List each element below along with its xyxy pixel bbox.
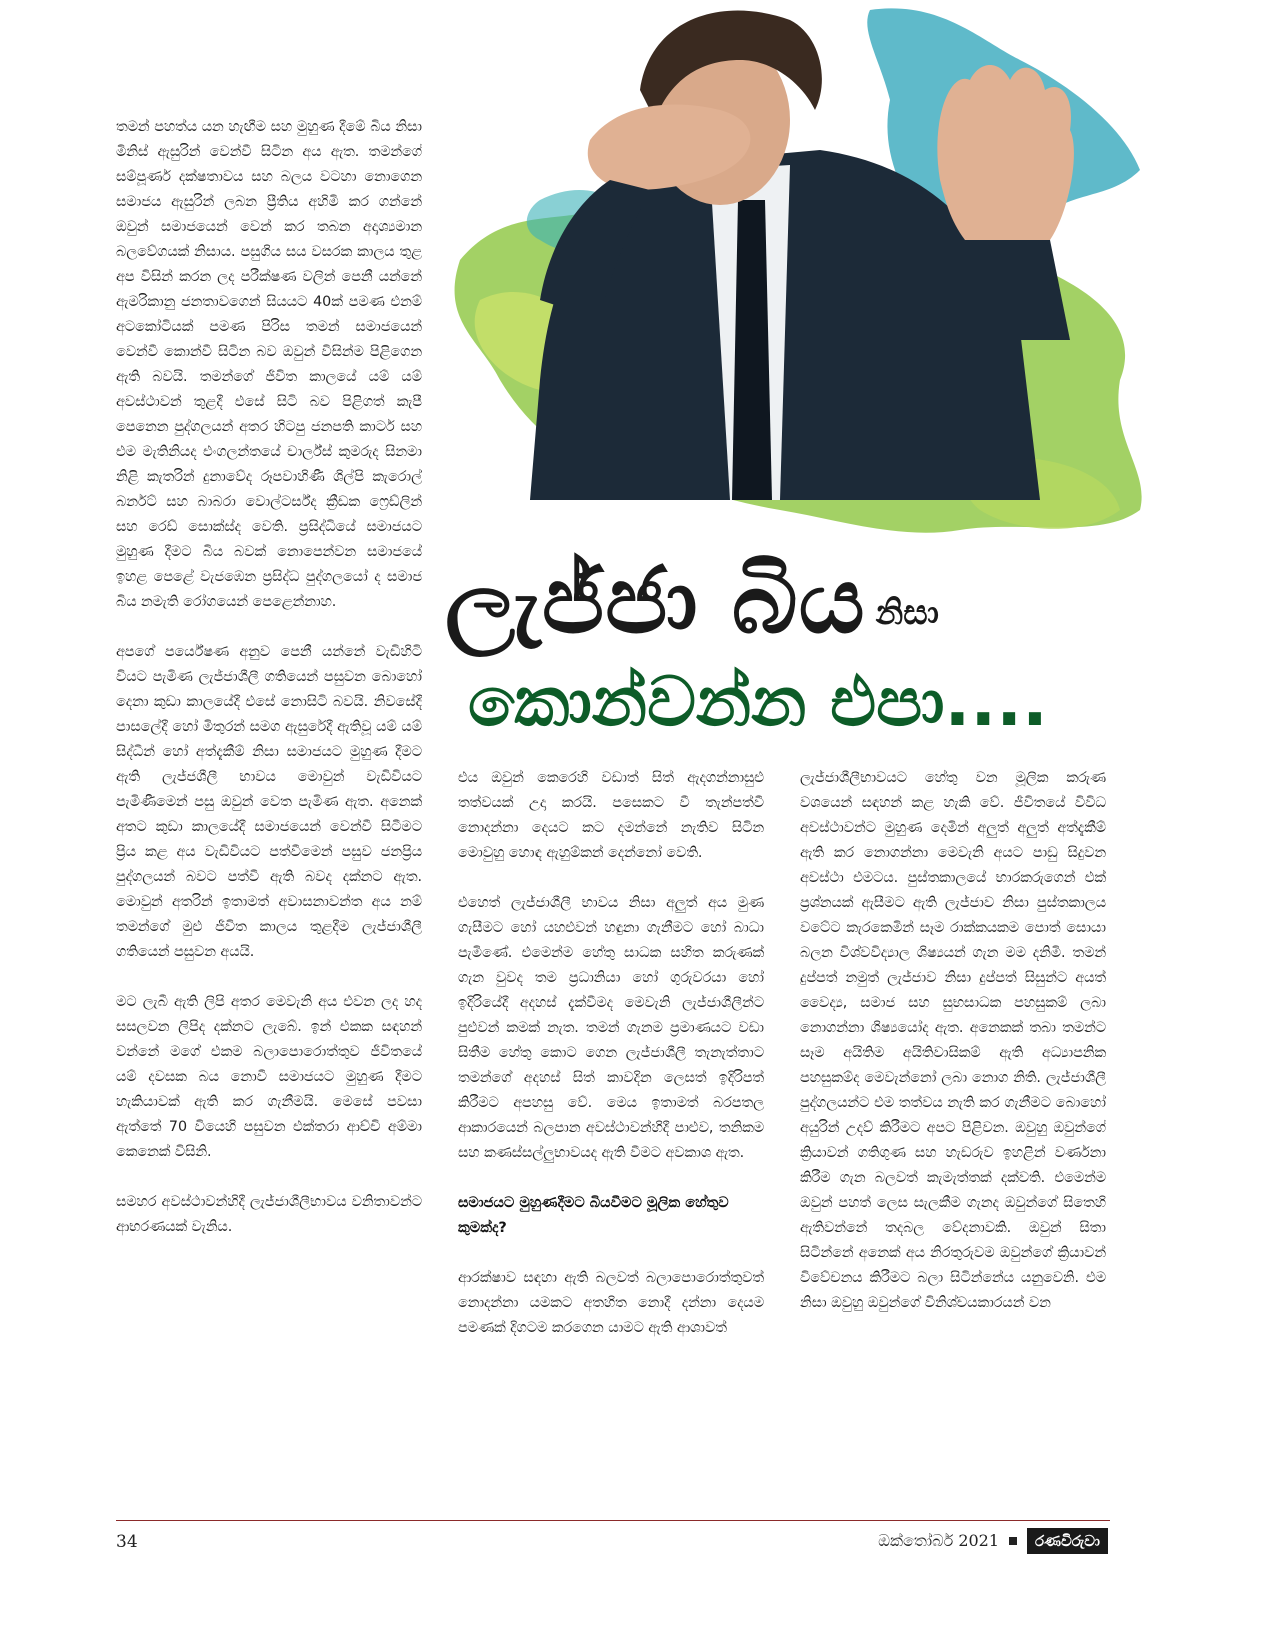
headline-line-1 xyxy=(445,545,1085,660)
issue-date: ඔක්තෝබර් 2021 xyxy=(878,1531,1000,1550)
article-column-3 xyxy=(800,766,1106,1493)
article-column-2 xyxy=(458,766,764,1493)
headline-small-text: නිසා xyxy=(875,593,939,633)
hero-photo xyxy=(420,0,1275,580)
square-bullet-icon xyxy=(1009,1537,1017,1545)
paragraph: එය ඔවුන් කෙරෙහි වඩාත් සිත් ඇදගන්නාසුළු තත්වයක් උදා කරයි. පසෙකට වී තැන්පත්වී නොදන්නා දෙයට කට දමන්නේ නැතිව සිටින මොවුහු හොඳ ඇහුම්කන් දෙන්නෝ වෙති. xyxy=(458,770,764,861)
paragraph: ආරක්ෂාව සඳහා ඇති බලවත් බලාපොරොත්තුවත් නොදන්නා යමකට අතහිත නොදී දන්නා දෙයම පමණක් දිගටම කරගෙන යාමට ඇති ආශාවත් xyxy=(458,1270,764,1336)
paragraph: සමහර අවස්ථාවන්හිදී ලැජ්ජාශීලීභාවය වනිතාවන්ට ආභරණයක් වැනිය. xyxy=(116,1194,422,1235)
hero-illustration xyxy=(420,0,1275,580)
footer-rule xyxy=(116,1520,1110,1521)
paragraph: තමන් පහත්ය යන හැඟීම සහ මුහුණ දීමේ බිය නිසා මිනිස් ඇසුරින් වෙන්වී සිටින අය ඇත. තමන්ගේ සම්පූර්ණ දක්ෂතාවය සහ බලය වටහා නොගෙන සමාජය ඇසුරින් ලබන ප්‍රීතිය අහිමි කර ගන්නේ ඔවුන් සමාජයෙන් වෙන් කර තබන අදෘශ්‍යමාන බලවේගයක් නිසාය. පසුගිය සය වසරක කාලය තුළ අප විසින් කරන ලද පරීක්ෂණ වලින් පෙනී යන්නේ ඇමරිකානු ජනතාවගෙන් සියයට 40ක් පමණ එනම් අටකෝටියක් පමණ පිරිස තමන් සමාජයෙන් වෙන්වී කොන්වී සිටින බව ඔවුන් විසින්ම පිළිගෙන ඇති බවයි. තමන්ගේ ජීවිත කාලයේ යම් යම් අවස්ථාවන් තුළදී එසේ සිටි බව පිළිගත් කැපී පෙනෙන පුද්ගලයන් අතර හිටපු ජනපති කාටර් සහ එම මැතිනියද එංගලන්තයේ චාර්ල්ස් කුමරුද සිනමා නිළි කැතරින් දුනාවේද රූපවාහිණී ශිල්පි කැරොල් බර්නට් සහ බාබරා වොල්ටර්ස්ද ක්‍රීඩක ෆ්‍රෙඩ්ලින් සහ රෙඩ් සොක්ස්ද වෙති. ප්‍රසිද්ධියේ සමාජයට මුහුණ දීමට බිය බවක් නොපෙන්වන සමාජයේ ඉහළ පෙළේ වැජඹෙන ප්‍රසිද්ධ පුද්ගලයෝ ද සමාජ බිය නමැති රෝගයෙන් පෙළෙන්නාහ. xyxy=(116,119,422,610)
magazine-name-logo: රණවිරුවා xyxy=(1027,1528,1108,1554)
section-subheading: සමාජයට මුහුණදීමට බියවීමට මූලික හේතුව කුමක්ද? xyxy=(458,1195,729,1236)
article-column-1 xyxy=(116,115,422,1493)
paragraph: අපගේ පර්යේෂණ අනුව පෙනී යන්නේ වැඩිහිටි වියට පැමිණ ලැජ්ජාශීලී ගතියෙන් පසුවන බොහෝ දෙනා කුඩා කාලයේදී එසේ නොසිටි බවයි. නිවසේදී පාසලේදී හෝ මිතුරන් සමග ඇසුරේදී ඇතිවූ යම් යම් සිද්ධීන් හෝ අත්දැකීම් නිසා සමාජයට මුහුණ දීමට ඇති ලැජ්ජශීලී භාවය මොවුන් වැඩිවියට පැමිණීමෙන් පසු ඔවුන් වෙත පැමිණ ඇත. අනෙක් අතට කුඩා කාලයේදී සමාජයෙන් වෙන්වී සිටීමට ප්‍රිය කළ අය වැඩිවියට පත්වීමෙන් පසුව ජනප්‍රිය පුද්ගලයන් බවට පත්වී ඇති බවද දක්නට ඇත. මොවුන් අතරින් ඉතාමත් අවාසනාවන්ත අය නම් තමන්ගේ මුළු ජීවිත කාලය තුළදීම ලැජ්ජාශීලී ගතියෙන් පසුවන අයයි. xyxy=(116,644,422,960)
page-number: 34 xyxy=(116,1532,138,1552)
paragraph: ලැජ්ජාශීලීභාවයට හේතු වන මූලික කරුණ වශයෙන් සඳහන් කළ හැකි වේ. ජීවිතයේ විවිධ අවස්ථාවන්ට මුහුණ දෙමින් අලුත් අලුත් අත්දැකීම් ඇති කර නොගන්නා මෙවැනි අයට පාඩු සිදුවන අවස්ථා එමටය. පුස්තකාලයේ භාරකරුගෙන් එක් ප්‍රශ්නයක් ඇසීමට ඇති ලැජ්ජාව නිසා පුස්තකාලය වටේට කැරකෙමින් සෑම රාක්කයකම පොත් සොයා බලන විශ්වවිද්‍යාල ශිෂ්‍යයන් ගැන මම දනිමි. තමන් දුප්පත් නමුත් ලැජ්ජාව නිසා දුප්පත් සිසුන්ට අයත් වෛද්‍ය, සමාජ සහ සුභසාධක පහසුකම් ලබා නොගන්නා ශිෂ්‍යයෝද ඇත. අනෙකක් තබා තමන්ට සෑම අයිතිම අයිතිවාසිකම් ඇති අධ්‍යාපනික පහසුකම්ද මෙවැන්නෝ ලබා නොග නිති. ලැජ්ජාශීලී පුද්ගලයන්ට එම තත්වය නැති කර ගැනීමට බොහෝ අයුරින් උදව් කිරීමට අපට පිළිවන. ඔවුහු ඔවුන්ගේ ක්‍රියාවන් ගතිගුණ සහ හැඩරුව ඉහළින් වර්ණනා කිරීම ගැන බලවත් කැමැත්තක් දක්වති. එමෙන්ම ඔවුන් පහත් ලෙස සැලකීම ගැනද ඔවුන්ගේ සිතෙහි ඇතිවන්නේ තදබල වේදනාවකි. ඔවුන් සිතා සිටින්නේ අනෙක් අය නිරතුරුවම ඔවුන්ගේ ක්‍රියාවන් විවේචනය කිරීමට බලා සිටින්නේය යනුවෙනි. එම නිසා ඔවුහු ඔවුන්ගේ විනිශ්චයකාරයන් වන xyxy=(800,770,1106,1311)
paragraph: මට ලැබී ඇති ලිපි අතර මෙවැනි අය එවන ලද හද සසලවන ලිපිද දක්නට ලැබේ. ඉන් එකක සඳහන් වන්නේ මගේ එකම බලාපොරොත්තුව ජීවිතයේ යම් දවසක බය නොවී සමාජයට මුහුණ දීමට හැකියාවක් ඇති කර ගැනීමයි. මෙසේ පවසා ඇත්තේ 70 වියෙහි පසුවන එක්තරා ආච්චි අම්මා කෙනෙක් විසිනි. xyxy=(116,994,422,1160)
tie xyxy=(732,200,772,500)
headline-line-2: කොන්වන්න එපා.... xyxy=(468,663,1048,742)
headline-main-text: ලැජ්ජා බිය xyxy=(445,547,866,654)
footer-issue-info xyxy=(878,1528,1108,1554)
raised-hand xyxy=(937,65,1074,255)
paragraph: එහෙත් ලැජ්ජාශීලී භාවය නිසා අලුත් අය මුණ ගැසීමට හෝ යහළුවන් හඳුනා ගැනීමට හෝ බාධා පැමිණේ. එමෙන්ම හේතු සාධක සහිත කරුණක් ගැන වුවද තම ප්‍රධානියා හෝ ගුරුවරයා හෝ ඉදිරියේදී අදහස් දැක්වීමද මෙවැනි ලැජ්ජාශීලීන්ට පුළුවන් කමක් නැත. තමන් ගැනම ප්‍රමාණයට වඩා සිතීම හේතු කොට ගෙන ලැජ්ජාශීලී තැනැත්තාට තමන්ගේ අදහස් සිත් කාවදින ලෙසත් ඉදිරිපත් කිරීමට අපහසු වේ. මෙය ඉතාමත් බරපතල ආකාරයෙන් බලපාන අවස්ථාවන්හිදී පාළුව, තනිකම සහ කණස්සල්ලුභාවයද ඇති වීමට අවකාශ ඇත. xyxy=(458,895,764,1161)
